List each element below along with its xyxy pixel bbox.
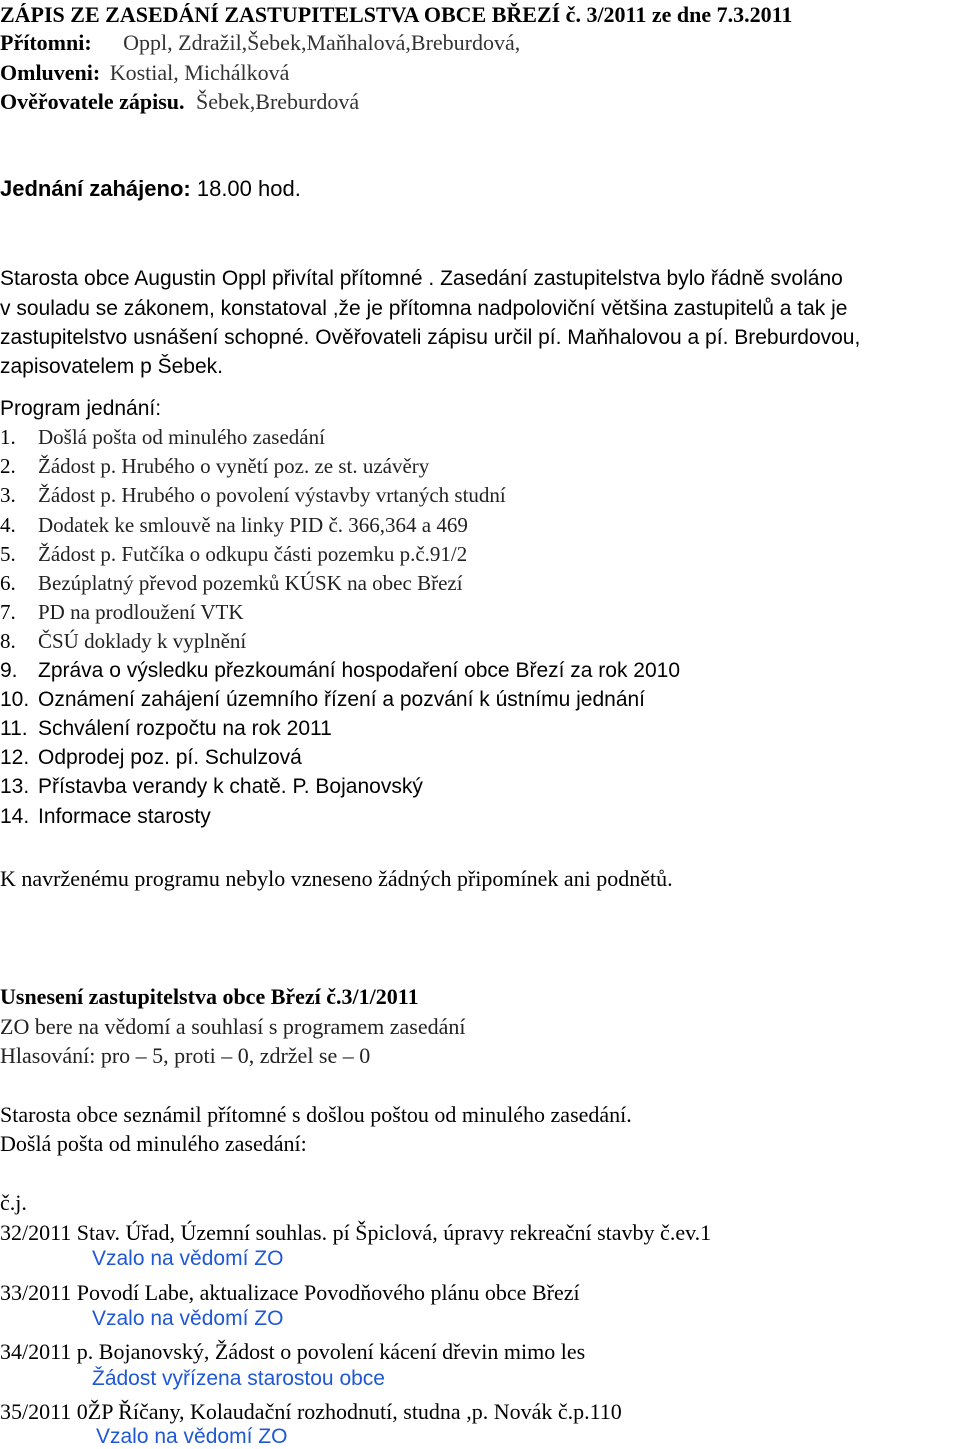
program-item-text: Bezúplatný převod pozemků KÚSK na obec Březí [38, 571, 463, 595]
program-item [0, 717, 332, 741]
excused-row [0, 60, 289, 86]
program-item-number: 10. [0, 688, 30, 711]
program-item-text: Přístavba verandy k chatě. P. Bojanovský [38, 775, 423, 798]
program-item-text: Schválení rozpočtu na rok 2011 [38, 717, 332, 740]
program-item-number: 13. [0, 775, 30, 798]
program-item-number: 11. [0, 717, 28, 740]
mail-item-1-reply: Vzalo na vědomí ZO [92, 1247, 284, 1270]
program-item-text: Došlá pošta od minulého zasedání [38, 425, 325, 449]
program-item [0, 571, 463, 596]
excused-label: Omluveni: [0, 60, 101, 85]
mail-item-3: 34/2011 p. Bojanovský, Žádost o povolení kácení dřevin mimo les [0, 1339, 586, 1364]
intro-line-1: Starosta obce Augustin Oppl přivítal přítomné . Zasedání zastupitelstva bylo řádně svoláno [0, 267, 843, 290]
intro-line-3: zastupitelstvo usnášení schopné. Ověřovateli zápisu určil pí. Maňhalovou a pí. Breburdovou, [0, 326, 861, 349]
program-item [0, 746, 302, 770]
intro-line-4: zapisovatelem p Šebek. [0, 355, 223, 378]
program-title: Program jednání: [0, 397, 162, 420]
mail-item-2-reply: Vzalo na vědomí ZO [92, 1307, 284, 1330]
program-item-text: Žádost p. Futčíka o odkupu části pozemku p.č.91/2 [38, 542, 468, 566]
program-item-text: Zpráva o výsledku přezkoumání hospodaření obce Březí za rok 2010 [38, 659, 681, 682]
mail-item-1: 32/2011 Stav. Úřad, Územní souhlas. pí Špiclová, úpravy rekreační stavby č.ev.1 [0, 1220, 712, 1245]
program-item-number: 1. [0, 425, 16, 449]
program-item-text: PD na prodloužení VTK [38, 600, 244, 624]
program-item [0, 425, 325, 450]
program-item-number: 8. [0, 629, 16, 653]
program-item [0, 542, 468, 567]
program-item [0, 805, 211, 829]
program-item-text: Žádost p. Hrubého o povolení výstavby vrtaných studní [38, 483, 506, 507]
program-item-text: Žádost p. Hrubého o vynětí poz. ze st. uzávěry [38, 454, 430, 478]
program-item-text: Oznámení zahájení územního řízení a pozvání k ústnímu jednání [38, 688, 646, 711]
program-item-number: 3. [0, 483, 16, 507]
program-item [0, 688, 646, 712]
mail-heading: Došlá pošta od minulého zasedání: [0, 1131, 307, 1156]
mail-cj: č.j. [0, 1190, 27, 1215]
program-item-number: 12. [0, 746, 30, 769]
mail-item-2: 33/2011 Povodí Labe, aktualizace Povodňového plánu obce Březí [0, 1280, 580, 1305]
program-item [0, 513, 468, 538]
opening-value: 18.00 hod. [196, 176, 301, 201]
program-item [0, 483, 506, 508]
mail-item-4-reply: Vzalo na vědomí ZO [96, 1425, 288, 1448]
program-item-number: 9. [0, 659, 18, 682]
mail-item-4: 35/2011 0ŽP Říčany, Kolaudační rozhodnutí, studna ,p. Novák č.p.110 [0, 1399, 622, 1424]
verifiers-value: Šebek,Breburdová [196, 89, 360, 114]
program-item-text: ČSÚ doklady k vyplnění [38, 629, 247, 653]
verifiers-label: Ověřovatele zápisu. [0, 89, 185, 114]
program-item-number: 4. [0, 513, 16, 537]
present-value: Oppl, Zdražil,Šebek,Maňhalová,Breburdová, [123, 30, 521, 55]
mail-item-3-reply: Žádost vyřízena starostou obce [92, 1367, 385, 1390]
intro-line-2: v souladu se zákonem, konstatoval ,že je přítomna nadpoloviční většina zastupitelů a tak je [0, 297, 848, 320]
program-item-number: 5. [0, 542, 16, 566]
program-item [0, 600, 244, 625]
program-item-text: Odprodej poz. pí. Schulzová [38, 746, 302, 769]
program-item [0, 659, 681, 683]
program-item-text: Informace starosty [38, 805, 211, 828]
mail-intro: Starosta obce seznámil přítomné s došlou poštou od minulého zasedání. [0, 1102, 632, 1127]
resolution-title-text: Usnesení zastupitelstva obce Březí č.3/1/2011 [0, 984, 419, 1009]
program-item [0, 454, 430, 479]
resolution-text: ZO bere na vědomí a souhlasí s programem zasedání [0, 1014, 466, 1039]
verifiers-row [0, 89, 359, 115]
document-title: ZÁPIS ZE ZASEDÁNÍ ZASTUPITELSTVA OBCE BŘEZÍ č. 3/2011 ze dne 7.3.2011 [0, 2, 793, 27]
resolution-title [0, 982, 419, 1011]
opening-label: Jednání zahájeno: [0, 176, 191, 201]
resolution-vote: Hlasování: pro – 5, proti – 0, zdržel se – 0 [0, 1043, 371, 1068]
present-row [0, 30, 520, 56]
program-item [0, 629, 247, 654]
program-item-number: 7. [0, 600, 16, 624]
program-item-number: 14. [0, 805, 30, 828]
program-item-number: 2. [0, 454, 16, 478]
no-comments-note: K navrženému programu nebylo vzneseno žádných připomínek ani podnětů. [0, 866, 673, 891]
program-item-text: Dodatek ke smlouvě na linky PID č. 366,364 a 469 [38, 513, 468, 537]
program-item [0, 775, 423, 799]
program-item-number: 6. [0, 571, 16, 595]
present-label: Přítomni: [0, 30, 92, 55]
opening-row [0, 174, 301, 203]
excused-value: Kostial, Michálková [109, 60, 290, 85]
